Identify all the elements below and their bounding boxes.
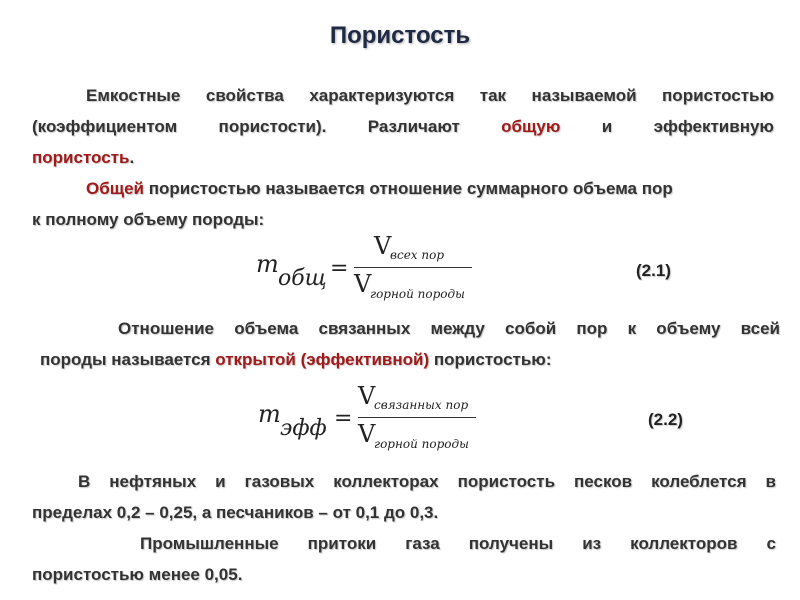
formula-equals: = (330, 256, 349, 281)
p1-word: пористости). (218, 117, 327, 136)
p1-line3 (32, 142, 134, 173)
p3-text: пористостью: (429, 350, 552, 369)
formula-subscript: эфф (280, 416, 327, 441)
formula-numerator: V (358, 382, 376, 410)
p4-line2: пределах 0,2 – 0,25, а песчаников – от 0,1 до 0,3. (32, 503, 439, 522)
formula-denominator-sub: горной породы (374, 437, 469, 451)
formula-symbol: m (258, 400, 281, 428)
p3-line2 (40, 344, 551, 375)
p5-line2: пористостью менее 0,05. (32, 565, 243, 584)
page-title: Пористость (329, 22, 471, 49)
formula-2-2 (258, 382, 488, 452)
p4-line1: В нефтяных и газовых коллекторах пористость песков колеблется в (78, 472, 776, 491)
p1-line2 (32, 111, 774, 142)
p1-word-red: пористость (32, 148, 130, 167)
formula-numerator-sub: всех пор (390, 248, 445, 262)
fraction-line (354, 267, 472, 268)
formula-denominator: V (358, 420, 376, 448)
p3-line1: Отношение объема связанных между собой пор к объему всей (118, 319, 780, 338)
p2-word-red: Общей (86, 179, 144, 198)
p2-line1 (86, 173, 774, 204)
p5-line1: Промышленные притоки газа получены из коллекторов с (140, 534, 776, 553)
p1-word: Различают (367, 117, 460, 136)
formula-subscript: общ (278, 266, 327, 291)
formula-symbol: m (256, 250, 279, 278)
formula-numerator: V (374, 232, 392, 260)
formula-2-1 (256, 232, 486, 306)
p1-word: и (601, 117, 613, 136)
p1-line1: Емкостные свойства характеризуются так называемой пористостью (86, 86, 774, 105)
p2-text: пористостью называется отношение суммарного объема пор (143, 179, 673, 198)
p2-line2: к полному объему породы: (32, 210, 265, 229)
p1-word-red: общую (501, 117, 561, 136)
p1-word: эффективную (653, 117, 774, 136)
p1-period: . (129, 148, 135, 167)
formula-equals: = (334, 406, 353, 431)
equation-number: (2.1) (636, 261, 671, 280)
formula-numerator-sub: связанных пор (374, 398, 469, 412)
formula-denominator: V (354, 270, 372, 298)
p3-word-red: открытой (эффективной) (215, 350, 430, 369)
p1-word: (коэффициентом (32, 117, 178, 136)
p3-text: породы называется (40, 350, 216, 369)
formula-denominator-sub: горной породы (370, 287, 465, 301)
fraction-line (358, 417, 476, 418)
equation-number: (2.2) (648, 410, 683, 429)
